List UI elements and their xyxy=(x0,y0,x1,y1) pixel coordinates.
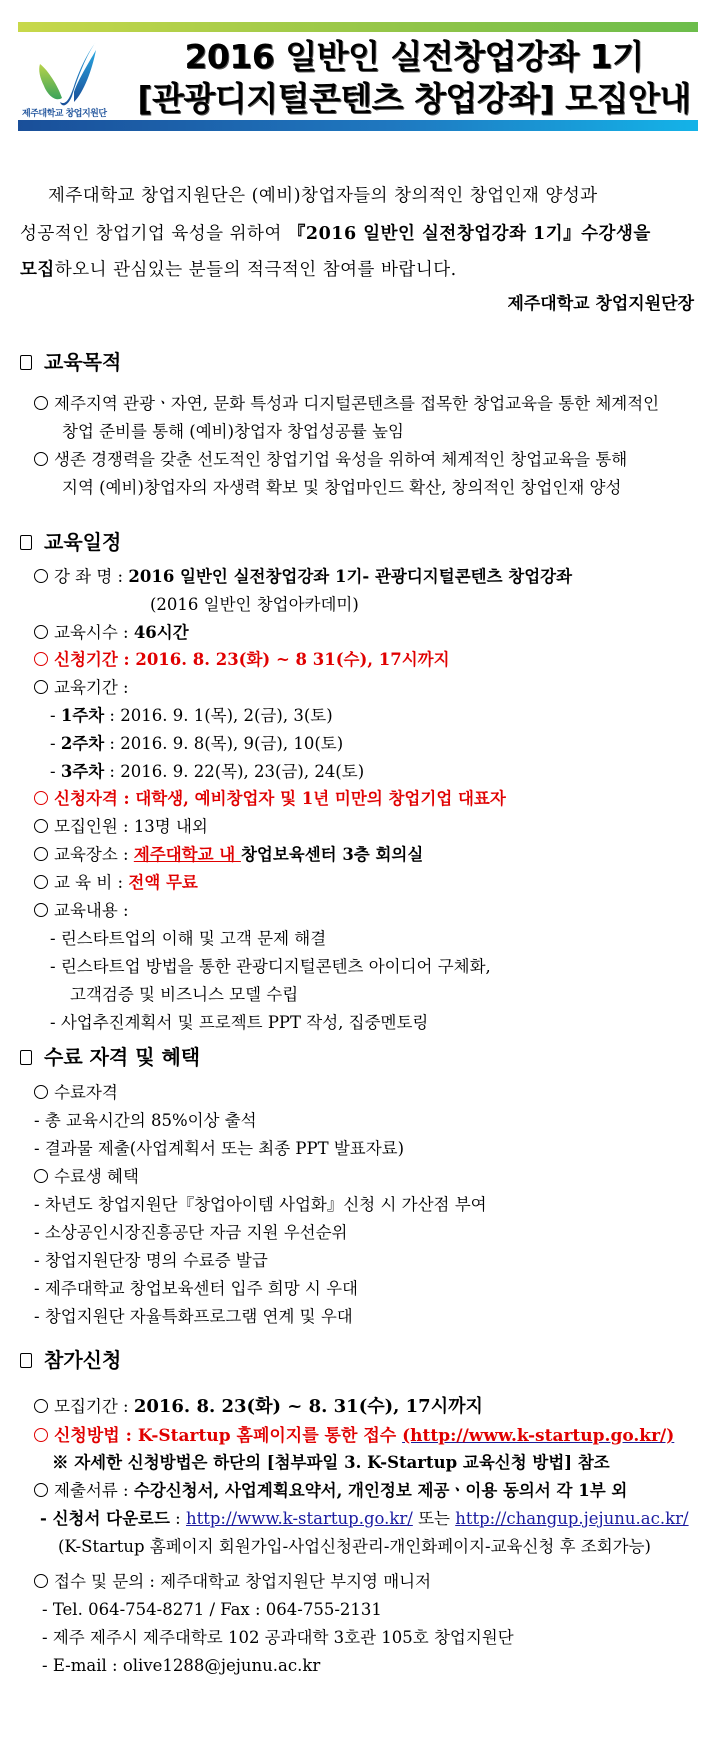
course-name-row: 강 좌 명 : 2016 일반인 실전창업강좌 1기- 관광디지털콘텐츠 창업강좌 xyxy=(34,565,572,589)
content-item-3: - 사업추진계획서 및 프로젝트 PPT 작성, 집중멘토링 xyxy=(50,1013,429,1032)
circle-bullet-icon xyxy=(34,1428,48,1442)
circle-bullet-icon xyxy=(34,1574,48,1588)
circle-bullet-icon xyxy=(34,396,48,410)
week-1: - 1주차 : 2016. 9. 1(목), 2(금), 3(토) xyxy=(50,706,333,725)
circle-bullet-icon xyxy=(34,903,48,917)
circle-bullet-icon xyxy=(34,1399,48,1413)
purpose-item-2: 생존 경쟁력을 갖춘 선도적인 창업기업 육성을 위하여 체계적인 창업교육을 통해 xyxy=(34,448,627,472)
method-note: ※ 자세한 신청방법은 하단의 [첨부파일 3. K-Startup 교육신청 방법] 참조 xyxy=(52,1453,610,1472)
intro-course-name: 『2016 일반인 실전창업강좌 1기』수강생을 xyxy=(287,224,651,244)
circle-bullet-icon xyxy=(34,847,48,861)
circle-bullet-icon xyxy=(34,875,48,889)
download-row: - 신청서 다운로드 : http://www.k-startup.go.kr/ 또는 http://changup.jejunu.ac.kr/ xyxy=(40,1509,689,1528)
fee-row: 교 육 비 : 전액 무료 xyxy=(34,871,198,895)
eligibility-row: 신청자격 : 대학생, 예비창업자 및 1년 미만의 창업기업 대표자 xyxy=(34,787,506,811)
section-heading-schedule: 교육일정 xyxy=(20,528,121,556)
circle-bullet-icon xyxy=(34,791,48,805)
benefit-item-4: - 제주대학교 창업보육센터 입주 희망 시 우대 xyxy=(34,1279,358,1298)
docs-row: 제출서류 : 수강신청서, 사업계획요약서, 개인정보 제공ㆍ이용 동의서 각 1부 외 xyxy=(34,1479,627,1503)
method-row: 신청방법 : K-Startup 홈페이지를 통한 접수 (http://www.k-startup.go.kr/) xyxy=(34,1424,674,1448)
capacity-row: 모집인원 : 13명 내외 xyxy=(34,815,208,839)
benefit-item-1: - 차년도 창업지원단『창업아이템 사업화』신청 시 가산점 부여 xyxy=(34,1195,487,1214)
jeju-university-logo-icon xyxy=(18,36,118,116)
criteria-item-1: - 총 교육시간의 85%이상 출석 xyxy=(34,1111,257,1130)
benefit-item-5: - 창업지원단 자율특화프로그램 연계 및 우대 xyxy=(34,1307,353,1326)
course-subtitle: (2016 일반인 창업아카데미) xyxy=(150,595,359,614)
intro-line-3: 모집하오니 관심있는 분들의 적극적인 참여를 바랍니다. xyxy=(20,260,457,280)
signature: 제주대학교 창업지원단장 xyxy=(507,294,694,314)
purpose-item-1: 제주지역 관광ㆍ자연, 문화 특성과 디지털콘텐츠를 접목한 창업교육을 통한 체계적인 xyxy=(34,392,659,416)
purpose-item-2-cont: 지역 (예비)창업자의 자생력 확보 및 창업마인드 확산, 창의적인 창업인재 양성 xyxy=(62,478,622,497)
circle-bullet-icon xyxy=(34,1085,48,1099)
contact-email: - E-mail : olive1288@jejunu.ac.kr xyxy=(42,1656,321,1675)
recruit-period-row: 모집기간 : 2016. 8. 23(화) ~ 8. 31(수), 17시까지 xyxy=(34,1395,483,1419)
square-bullet-icon xyxy=(20,535,32,550)
content-item-1: - 린스타트업의 이해 및 고객 문제 해결 xyxy=(50,929,327,948)
contents-row: 교육내용 : xyxy=(34,899,129,923)
circle-bullet-icon xyxy=(34,652,48,666)
benefit-item-3: - 창업지원단장 명의 수료증 발급 xyxy=(34,1251,268,1270)
circle-bullet-icon xyxy=(34,625,48,639)
square-bullet-icon xyxy=(20,1050,32,1065)
circle-bullet-icon xyxy=(34,819,48,833)
page-title xyxy=(124,36,704,120)
circle-bullet-icon xyxy=(34,569,48,583)
section-heading-application: 참가신청 xyxy=(20,1346,121,1374)
apply-period-row: 신청기간 : 2016. 8. 23(화) ~ 8 31(수), 17시까지 xyxy=(34,648,450,672)
banner-top-bar xyxy=(18,22,698,32)
hours-row: 교육시수 : 46시간 xyxy=(34,621,189,645)
square-bullet-icon xyxy=(20,355,32,370)
k-startup-link[interactable]: (http://www.k-startup.go.kr/) xyxy=(402,1426,675,1446)
logo-caption: 제주대학교 창업지원단 xyxy=(22,109,107,119)
section-heading-completion: 수료 자격 및 혜택 xyxy=(20,1043,200,1071)
title-line-1: 2016 일반인 실전창업강좌 1기 xyxy=(184,37,644,76)
contact-address: - 제주 제주시 제주대학로 102 공과대학 3호관 105호 창업지원단 xyxy=(42,1628,514,1647)
circle-bullet-icon xyxy=(34,680,48,694)
period-row: 교육기간 : xyxy=(34,676,129,700)
purpose-item-1-cont: 창업 준비를 통해 (예비)창업자 창업성공률 높임 xyxy=(62,422,404,441)
benefit-item-2: - 소상공인시장진흥공단 자금 지원 우선순위 xyxy=(34,1223,348,1242)
circle-bullet-icon xyxy=(34,1169,48,1183)
intro-line-1: 제주대학교 창업지원단은 (예비)창업자들의 창의적인 창업인재 양성과 xyxy=(48,186,598,206)
circle-bullet-icon xyxy=(34,1483,48,1497)
contact-phone: - Tel. 064-754-8271 / Fax : 064-755-2131 xyxy=(42,1600,382,1619)
download-note: (K-Startup 홈페이지 회원가입-사업신청관리-개인화페이지-교육신청 후 조회가능) xyxy=(58,1537,651,1556)
contact-row: 접수 및 문의 : 제주대학교 창업지원단 부지영 매니저 xyxy=(34,1570,431,1594)
week-3: - 3주차 : 2016. 9. 22(목), 23(금), 24(토) xyxy=(50,762,365,781)
intro-line-2: 성공적인 창업기업 육성을 위하여 『2016 일반인 실전창업강좌 1기』수강생을 xyxy=(20,224,651,244)
download-link-kstartup[interactable]: http://www.k-startup.go.kr/ xyxy=(185,1509,413,1528)
content-item-2: - 린스타트업 방법을 통한 관광디지털콘텐츠 아이디어 구체화, xyxy=(50,957,491,976)
download-link-changup[interactable]: http://changup.jejunu.ac.kr/ xyxy=(455,1509,689,1528)
circle-bullet-icon xyxy=(34,452,48,466)
section-heading-purpose: 교육목적 xyxy=(20,348,121,376)
content-item-2-cont: 고객검증 및 비즈니스 모델 수립 xyxy=(70,985,299,1004)
title-line-2: [관광디지털콘텐츠 창업강좌] 모집안내 xyxy=(137,79,691,118)
header-banner xyxy=(0,0,712,140)
criteria-heading: 수료자격 xyxy=(34,1081,118,1105)
banner-bottom-bar xyxy=(18,120,698,131)
location-row: 교육장소 : 제주대학교 내 창업보육센터 3층 회의실 xyxy=(34,843,423,867)
benefits-heading: 수료생 혜택 xyxy=(34,1165,139,1189)
square-bullet-icon xyxy=(20,1353,32,1368)
week-2: - 2주차 : 2016. 9. 8(목), 9(금), 10(토) xyxy=(50,734,344,753)
criteria-item-2: - 결과물 제출(사업계획서 또는 최종 PPT 발표자료) xyxy=(34,1139,405,1158)
